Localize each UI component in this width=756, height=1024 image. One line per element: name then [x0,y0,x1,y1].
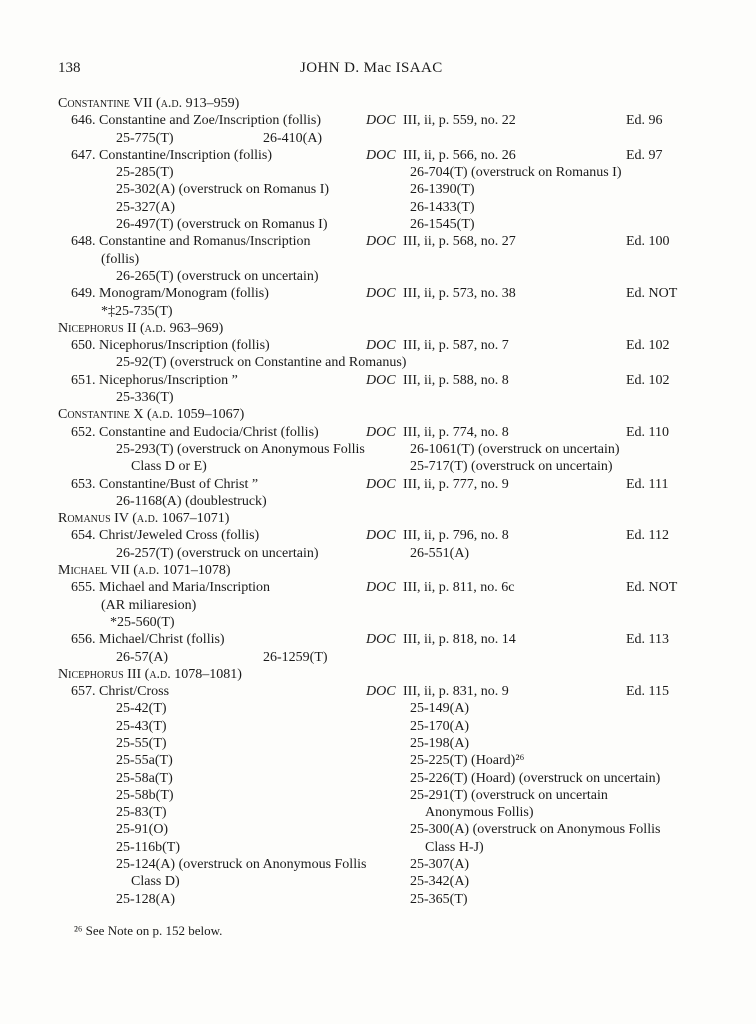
catalogue-text: Ed. 113 [626,632,670,648]
catalogue-text: III, ii, p. 811, no. 6c [403,580,515,596]
catalogue-line [58,372,698,389]
catalogue-text: Ed. NOT [626,580,678,596]
catalogue-text: DOC [366,286,396,302]
catalogue-text: 647. Constantine/Inscription (follis) [71,147,273,163]
ruler-heading: Constantine X (a.d. 1059–1067) [58,407,245,423]
catalogue-text: 26-1545(T) [410,217,475,233]
catalogue-text: 26-497(T) (overstruck on Romanus I) [116,217,328,233]
catalogue-line [58,649,698,666]
catalogue-text: Ed. 96 [626,113,663,129]
catalogue-text: 651. Nicephorus/Inscription ” [71,372,238,388]
catalogue-line [58,579,698,596]
catalogue-text: 26-1168(A) (doublestruck) [116,493,267,509]
catalogue-text: 649. Monogram/Monogram (follis) [71,286,269,302]
catalogue-line [58,251,698,268]
catalogue-text: 25-116b(T) [116,839,181,855]
catalogue-line [58,873,698,890]
catalogue-text: DOC [366,424,396,440]
catalogue-text: 25-300(A) (overstruck on Anonymous Follis [410,822,661,838]
catalogue-text: DOC [366,113,396,129]
catalogue-text: Class D) [131,874,180,890]
catalogue-line [58,147,698,164]
catalogue-text: DOC [366,684,396,700]
catalogue-text: III, ii, p. 588, no. 8 [403,372,509,388]
catalogue-line [58,597,698,614]
catalogue-text: 25-128(A) [116,891,176,907]
catalogue-line [58,770,698,787]
catalogue-line [58,130,698,147]
catalogue-text: 25-149(A) [410,701,470,717]
catalogue-text: 25-336(T) [116,390,174,406]
catalogue-text: DOC [366,580,396,596]
catalogue-text: DOC [366,372,396,388]
catalogue-text: Ed. 102 [626,338,670,354]
catalogue-line [58,285,698,302]
catalogue-line [58,562,698,579]
catalogue-text: 26-704(T) (overstruck on Romanus I) [410,165,622,181]
catalogue-line [58,337,698,354]
catalogue-text: Class D or E) [131,459,207,475]
ruler-heading: Nicephorus II (a.d. 963–969) [58,320,224,336]
catalogue-text: III, ii, p. 777, no. 9 [403,476,509,492]
catalogue-text: Ed. 115 [626,684,670,700]
catalogue-line [58,856,698,873]
catalogue-text: 25-307(A) [410,857,470,873]
catalogue-text: 26-257(T) (overstruck on uncertain) [116,545,319,561]
footnote: ²⁶ See Note on p. 152 below. [74,923,223,938]
catalogue-text: 25-124(A) (overstruck on Anonymous Follis [116,857,367,873]
catalogue-text: 646. Constantine and Zoe/Inscription (follis) [71,113,322,129]
catalogue-text: DOC [366,338,396,354]
catalogue-line [58,545,698,562]
catalogue-text: 25-226(T) (Hoard) (overstruck on uncertain) [410,770,661,786]
catalogue-text: 25-43(T) [116,718,167,734]
catalogue-text: 25-58a(T) [116,770,173,786]
catalogue-line [58,181,698,198]
catalogue-text: DOC [366,147,396,163]
catalogue-text: 656. Michael/Christ (follis) [71,632,225,648]
catalogue-line [58,406,698,423]
catalogue-text: III, ii, p. 568, no. 27 [403,234,516,250]
catalogue-line [58,614,698,631]
catalogue-line [58,735,698,752]
catalogue-text: *‡25-735(T) [101,303,173,319]
catalogue-text: DOC [366,632,396,648]
catalogue-line [58,199,698,216]
catalogue-line [58,441,698,458]
catalogue-text: 25-775(T) [116,130,174,146]
ruler-heading: Romanus IV (a.d. 1067–1071) [58,511,230,527]
catalogue-text: (AR miliaresion) [101,597,197,613]
catalogue-text: 25-285(T) [116,165,174,181]
catalogue-line [58,476,698,493]
catalogue-text: 25-92(T) (overstruck on Constantine and Romanus) [116,355,407,371]
catalogue-text: 26-265(T) (overstruck on uncertain) [116,268,319,284]
catalogue-text: Ed. 111 [626,476,669,492]
catalogue-line [58,821,698,838]
catalogue-text: 25-302(A) (overstruck on Romanus I) [116,182,330,198]
catalogue-text: Ed. 100 [626,234,670,250]
catalogue-line [58,303,698,320]
catalogue-text: 25-291(T) (overstruck on uncertain [410,787,608,803]
catalogue-text: 655. Michael and Maria/Inscription [71,580,271,596]
catalogue-line [58,268,698,285]
catalogue-text: Ed. 110 [626,424,670,440]
catalogue-text: 25-225(T) (Hoard)²⁶ [410,753,525,769]
catalogue-line [58,527,698,544]
catalogue-text: Anonymous Follis) [425,805,534,821]
catalogue-text: 26-1390(T) [410,182,475,198]
catalogue-text: 652. Constantine and Eudocia/Christ (follis) [71,424,319,440]
catalogue-line [58,891,698,908]
catalogue-body [58,95,698,908]
catalogue-line [58,216,698,233]
catalogue-text: 26-1061(T) (overstruck on uncertain) [410,441,620,457]
catalogue-text: 25-198(A) [410,735,470,751]
catalogue-line [58,458,698,475]
ruler-heading: Nicephorus III (a.d. 1078–1081) [58,666,242,682]
catalogue-text: Ed. 102 [626,372,670,388]
catalogue-line [58,666,698,683]
catalogue-text: 26-410(A) [263,130,323,146]
catalogue-text: III, ii, p. 566, no. 26 [403,147,516,163]
catalogue-text: 653. Constantine/Bust of Christ ” [71,476,259,492]
catalogue-text: *25-560(T) [110,614,175,630]
catalogue-text: Ed. 112 [626,528,670,544]
catalogue-line [58,839,698,856]
catalogue-text: DOC [366,528,396,544]
catalogue-line [58,510,698,527]
catalogue-line [58,354,698,371]
ruler-heading: Constantine VII (a.d. 913–959) [58,96,240,111]
catalogue-text: 650. Nicephorus/Inscription (follis) [71,338,270,354]
catalogue-line [58,700,698,717]
catalogue-text: 657. Christ/Cross [71,684,170,700]
catalogue-text: 25-170(A) [410,718,470,734]
catalogue-line [58,787,698,804]
page-number: 138 [58,60,81,76]
catalogue-text: 648. Constantine and Romanus/Inscription [71,234,311,250]
catalogue-line [58,112,698,129]
catalogue-line [58,320,698,337]
catalogue-text: 26-1433(T) [410,199,475,215]
catalogue-text: 26-1259(T) [263,649,328,665]
catalogue-text: III, ii, p. 573, no. 38 [403,286,516,302]
catalogue-text: 26-57(A) [116,649,169,665]
catalogue-text: III, ii, p. 796, no. 8 [403,528,509,544]
catalogue-text: 25-55a(T) [116,753,173,769]
catalogue-text: 25-293(T) (overstruck on Anonymous Follis [116,441,365,457]
catalogue-line [58,233,698,250]
catalogue-text: 26-551(A) [410,545,470,561]
catalogue-text: 25-342(A) [410,874,470,890]
catalogue-text: III, ii, p. 818, no. 14 [403,632,516,648]
catalogue-line [58,804,698,821]
catalogue-text: III, ii, p. 831, no. 9 [403,684,509,700]
catalogue-line [58,95,698,112]
catalogue-text: Ed. 97 [626,147,663,163]
catalogue-line [58,389,698,406]
catalogue-text: 25-58b(T) [116,787,174,803]
running-title: JOHN D. Mac ISAAC [300,60,443,76]
catalogue-text: Class H-J) [425,839,484,855]
ruler-heading: Michael VII (a.d. 1071–1078) [58,563,231,579]
catalogue-text: 654. Christ/Jeweled Cross (follis) [71,528,260,544]
catalogue-line [58,718,698,735]
catalogue-line [58,683,698,700]
catalogue-text: III, ii, p. 587, no. 7 [403,338,509,354]
catalogue-text: DOC [366,234,396,250]
catalogue-text: 25-55(T) [116,735,167,751]
catalogue-text: 25-327(A) [116,199,176,215]
catalogue-line [58,164,698,181]
catalogue-line [58,424,698,441]
catalogue-text: 25-91(O) [116,822,169,838]
catalogue-text: 25-42(T) [116,701,167,717]
catalogue-line [58,631,698,648]
catalogue-text: 25-717(T) (overstruck on uncertain) [410,459,613,475]
catalogue-text: (follis) [101,251,140,267]
catalogue-text: III, ii, p. 774, no. 8 [403,424,509,440]
catalogue-line [58,752,698,769]
catalogue-text: 25-83(T) [116,805,167,821]
catalogue-line [58,493,698,510]
catalogue-text: DOC [366,476,396,492]
catalogue-text: III, ii, p. 559, no. 22 [403,113,516,129]
catalogue-text: Ed. NOT [626,286,678,302]
catalogue-text: 25-365(T) [410,891,468,907]
